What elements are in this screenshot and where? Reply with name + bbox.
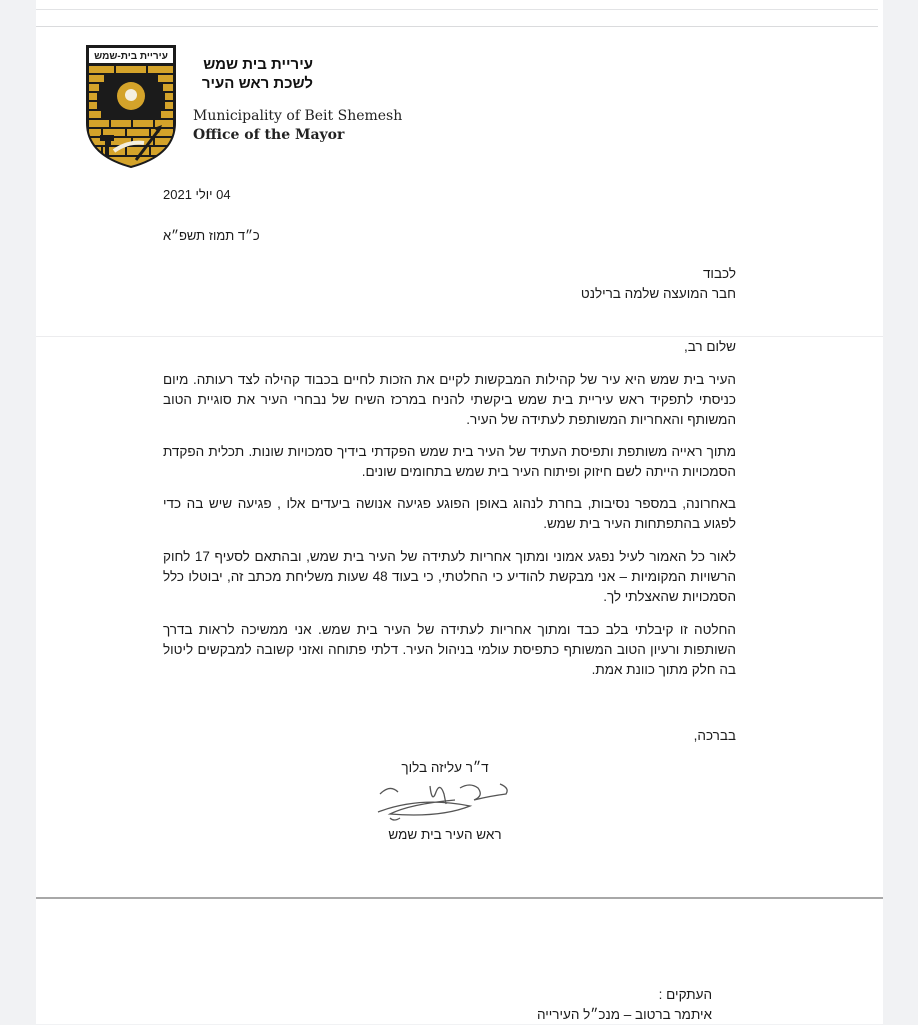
addressee-block bbox=[581, 264, 736, 304]
closing: בברכה, bbox=[693, 728, 736, 743]
letterhead-hebrew bbox=[193, 55, 313, 93]
body-paragraph: החלטה זו קיבלתי בלב כבד ומתוך אחריות לעתידה של העיר בית שמש. אני ממשיכה לראות בדרך השותפות ורעיון הטוב המשותף כתפיסת עולמי בניהול העיר. דלתי פתוחה ואזני קשובה למבקשים ליטול בה חלק מתוך כוונת אמת. bbox=[163, 622, 736, 677]
greeting: שלום רב, bbox=[683, 339, 736, 354]
copy-recipient: איתמר ברטוב – מנכ״ל העירייה bbox=[536, 1007, 712, 1022]
municipality-name-english: Municipality of Beit Shemesh bbox=[193, 108, 403, 124]
body-paragraph: העיר בית שמש היא עיר של קהילות המבקשות לקיים את הזכות לחיים בכבוד קהילה לצד רעותה. מיום כניסתי לתפקיד ראש עיריית בית שמש ביקשתי להניח במרכז השיח של נבחרי העיר את סוגיית הטוב המשותף והאחריות המשותפת לעתידה של העיר. bbox=[163, 372, 736, 427]
body-paragraph: באחרונה, במספר נסיבות, בחרת לנהוג באופן הפוגע פגיעה אנושה ביעדים אלו , פגיעה שיש בה כדי לפגוע בהתפתחות העיר בית שמש. bbox=[163, 496, 736, 531]
office-name-hebrew: לשכת ראש העיר bbox=[201, 75, 313, 92]
body-paragraph: מתוך ראייה משותפת ותפיסת העתיד של העיר בית שמש הפקדתי בידיך סמכויות שונות. תכלית הפקדת הסמכויות הייתה לשם חיזוק ופיתוח העיר בית שמש בתחומים שונים. bbox=[163, 444, 736, 479]
svg-text:עיריית בית-שמש: עיריית בית-שמש bbox=[94, 51, 168, 62]
addressee-honorific: לכבוד bbox=[702, 266, 736, 281]
addressee-name: חבר המועצה שלמה ברילנט bbox=[580, 286, 736, 301]
page-separator bbox=[36, 897, 883, 899]
copies-label: העתקים : bbox=[658, 987, 712, 1002]
scan-fold-line bbox=[36, 9, 878, 10]
handwritten-signature-icon bbox=[360, 774, 530, 824]
scan-fold-line bbox=[36, 26, 878, 27]
gregorian-date: 04 יולי 2021 bbox=[163, 187, 231, 202]
hebrew-date: כ״ד תמוז תשפ״א bbox=[163, 228, 260, 243]
letterhead-english bbox=[193, 107, 402, 145]
municipality-emblem-icon bbox=[86, 45, 176, 168]
scan-fold-line bbox=[36, 336, 883, 337]
body-paragraph: לאור כל האמור לעיל נפגע אמוני ומתוך אחריות לעתידה של העיר בית שמש, ובהתאם לסעיף 17 לחוק הרשויות המקומיות – אני מבקשת להודיע כי החלטתי, כי בעוד 48 שעות משליחת מכתב זה, יבוטלו כלל הסמכויות שהאצלתי לך. bbox=[163, 549, 737, 604]
signatory-title: ראש העיר בית שמש bbox=[388, 827, 502, 842]
signatory-name: ד״ר עליזה בלוך bbox=[401, 760, 489, 775]
office-name-english: Office of the Mayor bbox=[193, 127, 345, 143]
copies-block bbox=[537, 985, 712, 1025]
municipality-name-hebrew: עיריית בית שמש bbox=[203, 56, 313, 73]
